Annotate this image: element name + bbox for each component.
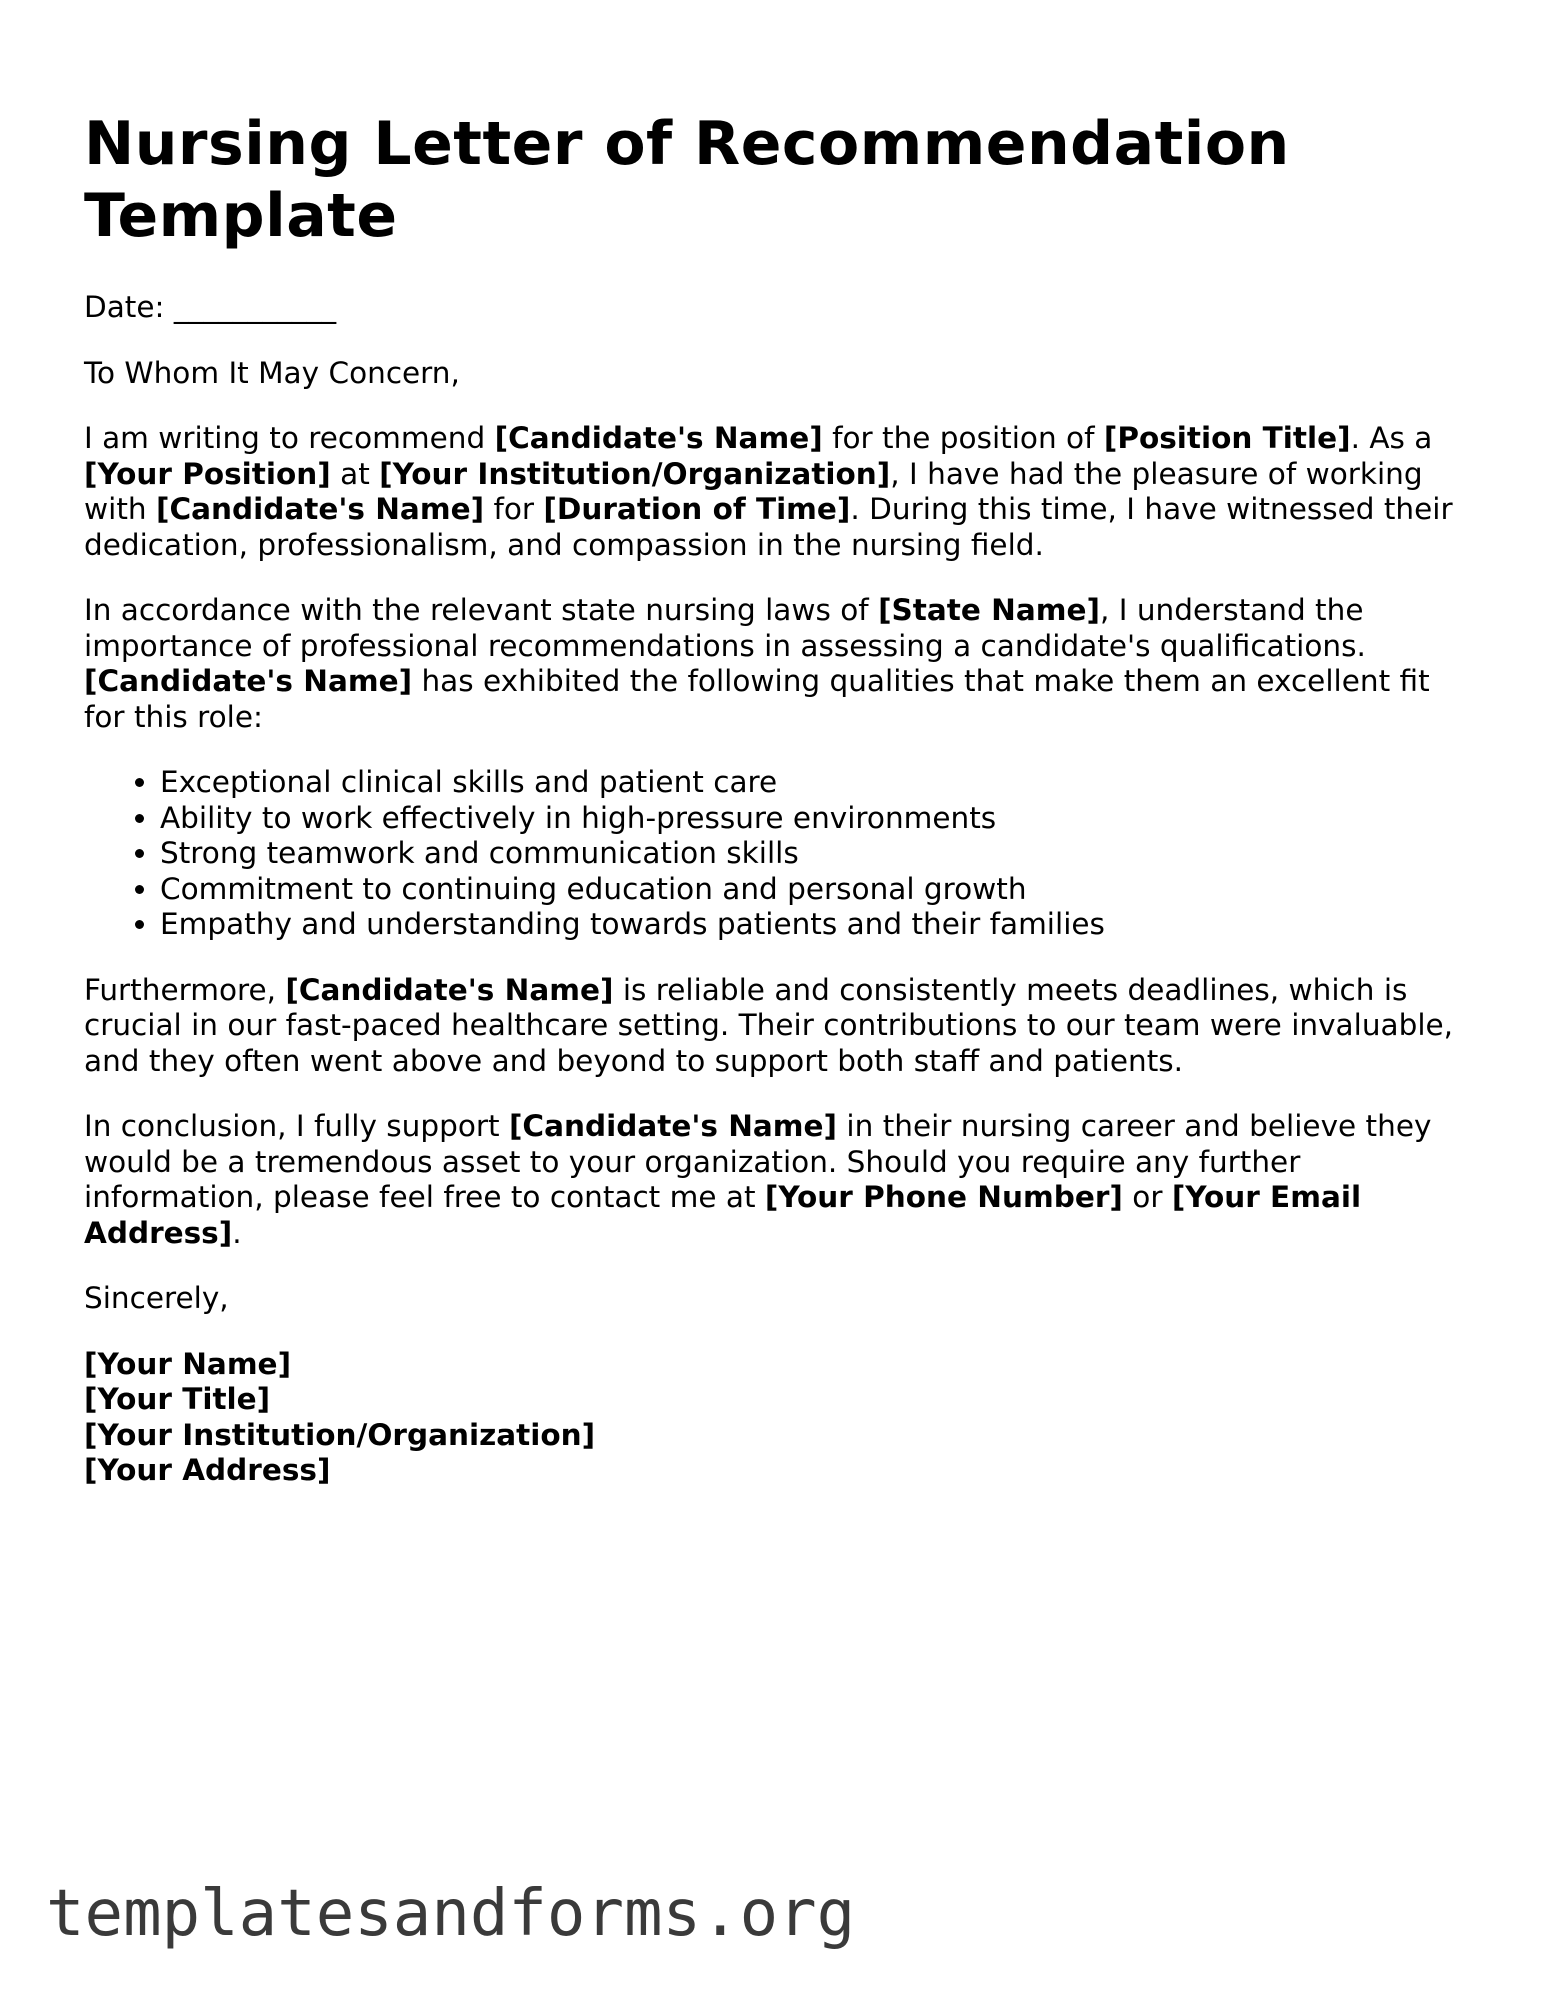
signature-name: [Your Name] [84, 1346, 292, 1381]
date-line: Date: ___________ [84, 290, 337, 324]
list-item: • Empathy and understanding towards patients and their families [160, 907, 1474, 943]
candidate-name-placeholder: [Candidate's Name] [285, 972, 614, 1007]
concl-text-4: . [232, 1215, 242, 1250]
list-item: • Exceptional clinical skills and patient care [160, 765, 1474, 801]
concl-text-3: or [1122, 1180, 1172, 1214]
qualifications-paragraph [84, 593, 1474, 735]
duration-placeholder: [Duration of Time] [543, 492, 851, 526]
letter-page [84, 108, 1474, 1489]
phone-placeholder: [Your Phone Number] [764, 1180, 1123, 1214]
concl-text-2: in their nursing career and believe they would be a tremendous asset to your organization. Should you require any further information, please feel free to contact me at [84, 1109, 1432, 1214]
conclusion-paragraph [84, 1109, 1474, 1251]
candidate-name-placeholder: [Candidate's Name] [84, 664, 413, 698]
intro-text-5: , I have had the pleasure of working with [84, 456, 1423, 526]
email-placeholder: [Your Email Address] [84, 1180, 1362, 1250]
state-name-placeholder: [State Name] [878, 593, 1101, 627]
intro-paragraph [84, 421, 1474, 563]
qual-text-1: In accordance with the relevant state nursing laws of [84, 593, 879, 627]
position-title-placeholder: [Position Title] [1103, 421, 1351, 455]
list-item: • Commitment to continuing education and personal growth [160, 872, 1474, 908]
your-position-placeholder: [Your Position] [84, 456, 331, 491]
signature-block [84, 1347, 1474, 1489]
qual-text-3: has exhibited the following qualities that make them an excellent fit for this role: [84, 664, 1430, 734]
salutation: To Whom It May Concern, [84, 355, 460, 390]
candidate-name-placeholder: [Candidate's Name] [508, 1109, 838, 1143]
rel-text-2: is reliable and consistently meets deadlines, which is crucial in our fast-paced healthcare setting. Their contributions to our team were invaluable, and they often went above and beyond to support both staff and patients. [84, 972, 1454, 1078]
candidate-name-placeholder: [Candidate's Name] [155, 492, 485, 526]
qualities-list [84, 765, 1474, 943]
intro-text-4: at [330, 456, 380, 491]
intro-text-7: . During this time, I have witnessed their dedication, professionalism, and compassion in the nursing field. [84, 492, 1453, 562]
list-item: • Strong teamwork and communication skills [160, 836, 1474, 872]
closing: Sincerely, [84, 1281, 229, 1315]
intro-text-6: for [484, 492, 544, 526]
page-title: Nursing Letter of Recommendation Template [84, 109, 1290, 251]
intro-text-3: . As a [1350, 421, 1433, 455]
qual-text-2: , I understand the importance of professional recommendations in assessing a candidate's qualifications. [84, 593, 1366, 663]
candidate-name-placeholder: [Candidate's Name] [494, 421, 823, 455]
watermark: templatesandforms.org [46, 1877, 856, 1951]
signature-address: [Your Address] [84, 1453, 331, 1487]
concl-text-1: In conclusion, I fully support [84, 1109, 509, 1143]
institution-placeholder: [Your Institution/Organization] [379, 456, 891, 491]
signature-institution: [Your Institution/Organization] [84, 1417, 596, 1452]
intro-text-1: I am writing to recommend [84, 421, 495, 455]
reliability-paragraph [84, 973, 1474, 1080]
intro-text-2: for the position of [822, 421, 1104, 455]
signature-title: [Your Title] [84, 1382, 271, 1416]
list-item: • Ability to work effectively in high-pressure environments [160, 801, 1474, 837]
rel-text-1: Furthermore, [84, 972, 286, 1007]
